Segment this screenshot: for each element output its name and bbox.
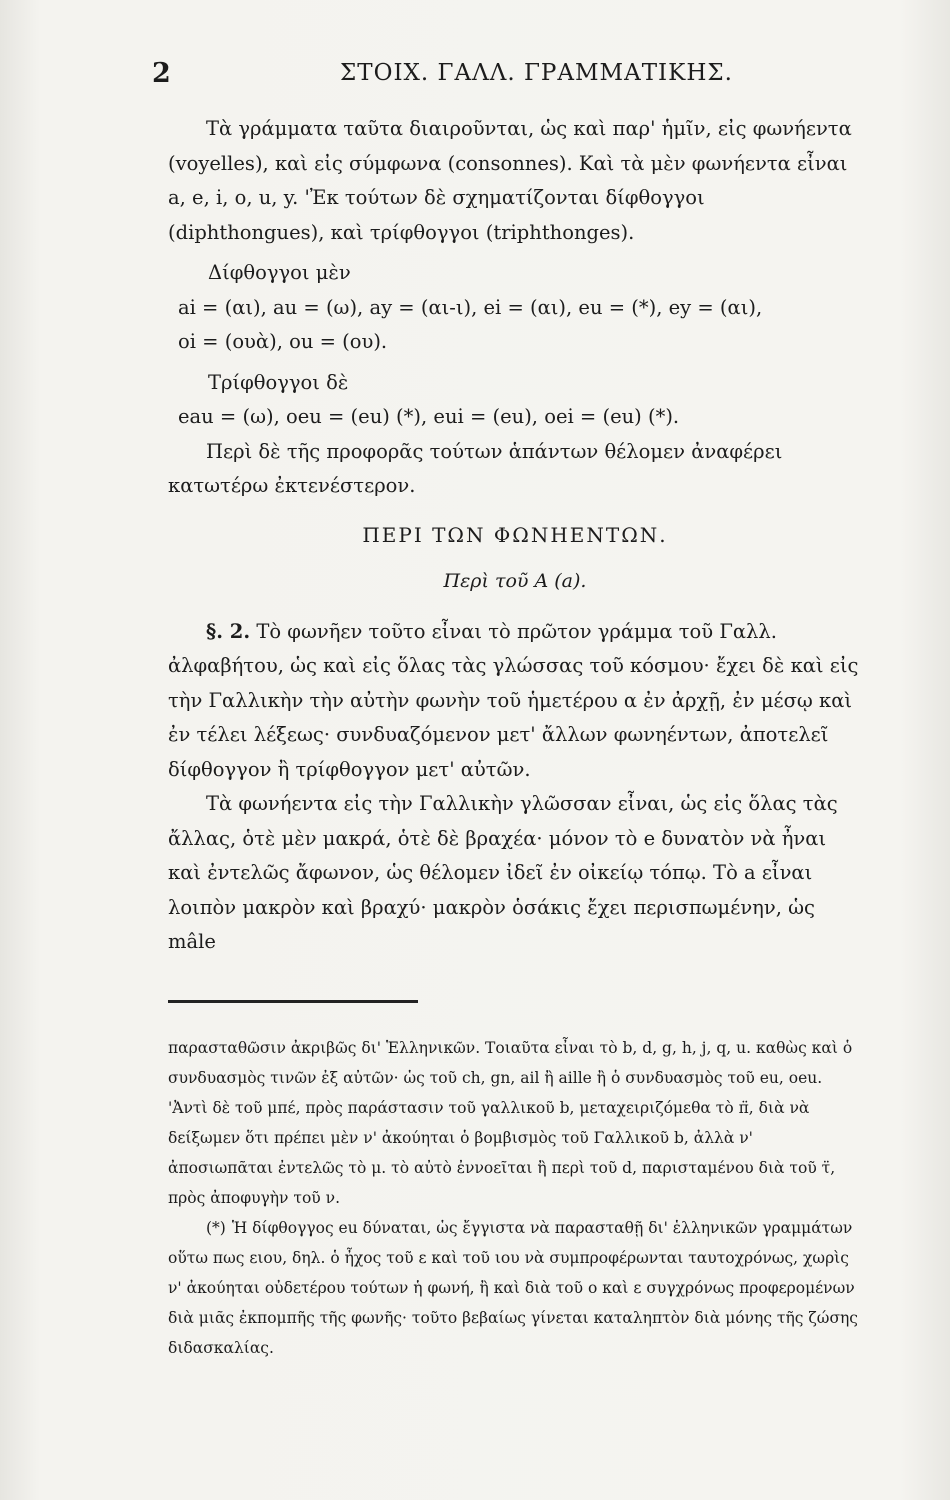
footnote-eu bbox=[168, 1213, 862, 1363]
footnote-continued: παρασταθῶσιν ἀκριβῶς δι' Ἑλληνικῶν. Τοιαῦτα εἶναι τὸ b, d, g, h, j, q, u. καθὼς καὶ ὁ συνδυασμὸς τινῶν ἐξ αὐτῶν· ὡς τοῦ ch, gn, ail ἢ aille ἢ ὁ συνδυασμὸς τοῦ eu, oeu. 'Ἀντὶ δὲ τοῦ μπέ, πρὸς παράστασιν τοῦ γαλλικοῦ b, μεταχειριζόμεθα τὸ π̈, διὰ νὰ δείξωμεν ὅτι πρέπει μὲν ν' ἀκούηται ὁ βομβισμὸς τοῦ Γαλλικοῦ b, ἀλλὰ ν' ἀποσιωπᾶται ἐντελῶς τὸ μ. τὸ αὐτὸ ἐννοεῖται ἢ περὶ τοῦ d, παρισταμένου διὰ τοῦ τ̈, πρὸς ἀποφυγὴν τοῦ ν. bbox=[168, 1038, 853, 1207]
page-number: 2 bbox=[152, 58, 172, 89]
triphthongs-lead: Τρίφθογγοι δὲ bbox=[208, 370, 349, 394]
intro-paragraph: Τὰ γράμματα ταῦτα διαιροῦνται, ὡς καὶ παρ' ἡμῖν, εἰς φωνήεντα (voyelles), καὶ εἰς σύμφωνα (consonnes). Καὶ τὰ μὲν φωνήεντα εἶναι a, e, i, o, u, y. 'Ἐκ τούτων δὲ σχηματίζονται δίφθογγοι (diphthongues), καὶ τρίφθογγοι (triphthonges). bbox=[168, 117, 852, 244]
paragraph-2 bbox=[168, 615, 862, 788]
running-head bbox=[152, 58, 862, 98]
section-title: ΠΕΡΙ ΤΩΝ ΦΩΝΗΕΝΤΩΝ. bbox=[362, 522, 668, 547]
footnote-rule bbox=[168, 1000, 418, 1003]
diphthongs-lead: Δίφθογγοι μὲν bbox=[208, 261, 351, 284]
pronunciation-note: Περὶ δὲ τῆς προφορᾶς τούτων ἁπάντων θέλομεν ἀναφέρει κατωτέρω ἐκτενέστερον. bbox=[168, 439, 783, 497]
main-text bbox=[168, 112, 862, 960]
footnote-mark: (*) bbox=[206, 1218, 226, 1237]
paragraph-2-continuation: Τὰ φωνήεντα εἰς τὴν Γαλλικὴν γλῶσσαν εἶναι, ὡς εἰς ὅλας τὰς ἄλλας, ὁτὲ μὲν μακρά, ὁτὲ δὲ βραχέα· μόνον τὸ e δυνατὸν νὰ ἦναι καὶ ἐντελῶς ἄφωνον, ὡς θέλομεν ἰδεῖ ἐν οἰκείῳ τόπῳ. Τὸ a εἶναι λοιπὸν μακρὸν καὶ βραχύ· μακρὸν ὁσάκις ἔχει περισπωμένην, ὡς mâle bbox=[168, 792, 838, 953]
footnote-eu-text: Ἡ δίφθογγος eu δύναται, ὡς ἔγγιστα νὰ παρασταθῇ δι' ἑλληνικῶν γραμμάτων οὕτω πως ειου, δηλ. ὁ ἦχος τοῦ ε καὶ τοῦ ιου νὰ συμπροφέρωνται ταυτοχρόνως, χωρὶς ν' ἀκούηται οὐδετέρου τούτων ἡ φωνή, ἢ καὶ διὰ τοῦ ο καὶ ε συγχρόνως προφερομένων διὰ μιᾶς ἐκπομπῆς τῆς φωνῆς· τοῦτο βεβαίως γίνεται καταληπτὸν διὰ μόνης τῆς ζώσης διδασκαλίας. bbox=[168, 1218, 858, 1357]
diphthongs-line-2: oi = (ουὰ), ou = (ου). bbox=[178, 330, 388, 353]
paragraph-number: §. 2. bbox=[206, 619, 251, 643]
diphthongs-line-1: ai = (αι), au = (ω), ay = (αι-ι), ei = (αι), eu = (*), ey = (αι), bbox=[178, 295, 763, 319]
paragraph-2-text: Τὸ φωνῆεν τοῦτο εἶναι τὸ πρῶτον γράμμα τοῦ Γαλλ. ἀλφαβήτου, ὡς καὶ εἰς ὅλας τὰς γλώσσας τοῦ κόσμου· ἔχει δὲ καὶ εἰς τὴν Γαλλικὴν τὴν αὐτὴν φωνὴν τοῦ ἡμετέρου α ἐν ἀρχῇ, ἐν μέσῳ καὶ ἐν τέλει λέξεως· συνδυαζόμενον μετ' ἄλλων φωνηέντων, ἀποτελεῖ δίφθογγον ἢ τρίφθογγον μετ' αὐτῶν. bbox=[168, 619, 859, 781]
section-subtitle: Περὶ τοῦ Α (a). bbox=[443, 570, 587, 592]
triphthongs-line-1: eau = (ω), oeu = (eu) (*), eui = (eu), oei = (eu) (*). bbox=[178, 405, 680, 428]
running-title: ΣΤΟΙΧ. ΓΑΛΛ. ΓΡΑΜΜΑΤΙΚΗΣ. bbox=[340, 60, 733, 86]
footnotes bbox=[168, 1033, 862, 1363]
